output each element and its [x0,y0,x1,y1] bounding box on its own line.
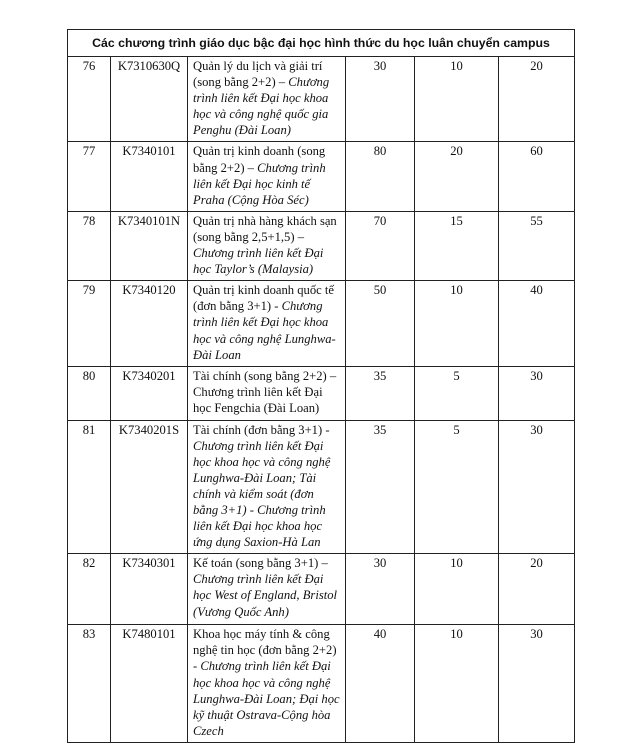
program-name-italic: Chương trình liên kết Đại học West of England, Bristol (Vương Quốc Anh) [193,572,338,619]
quota-c-cell: 30 [499,367,575,420]
program-code-cell: K7480101 [111,625,188,743]
program-name-italic: Chương trình liên kết Đại học khoa học và công nghệ Lunghwa-Đài Loan; Đại học kỹ thuật Ostrava-Cộng hòa Czech [193,659,340,738]
program-name-plain: Kế toán (song bằng 3+1) – [193,556,328,571]
program-name-cell [188,281,346,367]
quota-b-cell: 15 [415,211,499,280]
program-name-cell [188,57,346,142]
program-name-plain: Quản trị nhà hàng khách sạn (song bằng 2,5+1,5) – [193,213,337,244]
program-code-cell: K7340301 [111,554,188,625]
quota-b-cell: 10 [415,625,499,743]
table-row [68,367,575,420]
row-number-cell: 82 [68,554,111,625]
table-row [68,281,575,367]
quota-b-cell: 10 [415,554,499,625]
program-name-plain: Tài chính (đơn bằng 3+1) - [193,422,330,437]
table-row [68,142,575,211]
quota-b-cell: 5 [415,420,499,554]
table-row [68,57,575,142]
program-code-cell: K7340201 [111,367,188,420]
quota-total-cell: 80 [346,142,415,211]
row-number-cell: 77 [68,142,111,211]
row-number-cell: 78 [68,211,111,280]
quota-total-cell: 50 [346,281,415,367]
program-name-italic: Chương trình liên kết Đại học kinh tế Praha (Cộng Hòa Séc) [193,160,326,207]
quota-c-cell: 30 [499,625,575,743]
row-number-cell: 80 [68,367,111,420]
row-number-cell: 79 [68,281,111,367]
program-name-plain: Khoa học máy tính & công nghệ tin học (đơn bằng 2+2) - [193,627,337,674]
table-row [68,211,575,280]
quota-total-cell: 30 [346,554,415,625]
quota-total-cell: 30 [346,57,415,142]
quota-c-cell: 60 [499,142,575,211]
program-name-cell [188,625,346,743]
table-row [68,554,575,625]
quota-c-cell: 30 [499,420,575,554]
row-number-cell: 83 [68,625,111,743]
program-name-plain: Quản trị kinh doanh quốc tế (đơn bằng 3+1) - [193,283,334,314]
table-title: Các chương trình giáo dục bậc đại học hình thức du học luân chuyển campus [68,30,575,57]
program-name-cell [188,367,346,420]
quota-c-cell: 20 [499,57,575,142]
quota-total-cell: 35 [346,420,415,554]
quota-total-cell: 70 [346,211,415,280]
quota-c-cell: 20 [499,554,575,625]
quota-b-cell: 5 [415,367,499,420]
program-name-italic: Chương trình liên kết Đại học Taylor’s (Malaysia) [193,246,324,277]
program-name-cell [188,554,346,625]
program-name-plain: Tài chính (song bằng 2+2) – Chương trình liên kết Đại học Fengchia (Đài Loan) [193,369,337,416]
program-code-cell: K7340120 [111,281,188,367]
program-code-cell: K7340101 [111,142,188,211]
program-name-cell [188,142,346,211]
table-title-row [68,30,575,57]
program-code-cell: K7340201S [111,420,188,554]
program-name-plain: Quản trị kinh doanh (song bằng 2+2) – [193,144,326,175]
program-name-italic: Chương trình liên kết Đại học khoa học và công nghệ Lunghwa-Đài Loan [193,299,336,362]
table-row [68,625,575,743]
quota-b-cell: 10 [415,57,499,142]
row-number-cell: 81 [68,420,111,554]
program-name-cell [188,211,346,280]
program-code-cell: K7310630Q [111,57,188,142]
program-name-italic: Chương trình liên kết Đại học khoa học và công nghệ quốc gia Penghu (Đài Loan) [193,75,330,138]
program-code-cell: K7340101N [111,211,188,280]
quota-b-cell: 20 [415,142,499,211]
quota-c-cell: 40 [499,281,575,367]
program-name-plain: Quản lý du lịch và giải trí (song bằng 2+2) – [193,59,323,90]
quota-c-cell: 55 [499,211,575,280]
programs-table-container [67,29,574,743]
quota-total-cell: 40 [346,625,415,743]
program-name-italic: Chương trình liên kết Đại học khoa học và công nghệ Lunghwa-Đài Loan; Tài chính và kiểm soát (đơn bằng 3+1) - Chương trình liên kết Đại học khoa học ứng dụng Saxion-Hà Lan [193,438,331,550]
quota-b-cell: 10 [415,281,499,367]
programs-table [67,29,575,743]
row-number-cell: 76 [68,57,111,142]
program-name-cell [188,420,346,554]
table-row [68,420,575,554]
quota-total-cell: 35 [346,367,415,420]
